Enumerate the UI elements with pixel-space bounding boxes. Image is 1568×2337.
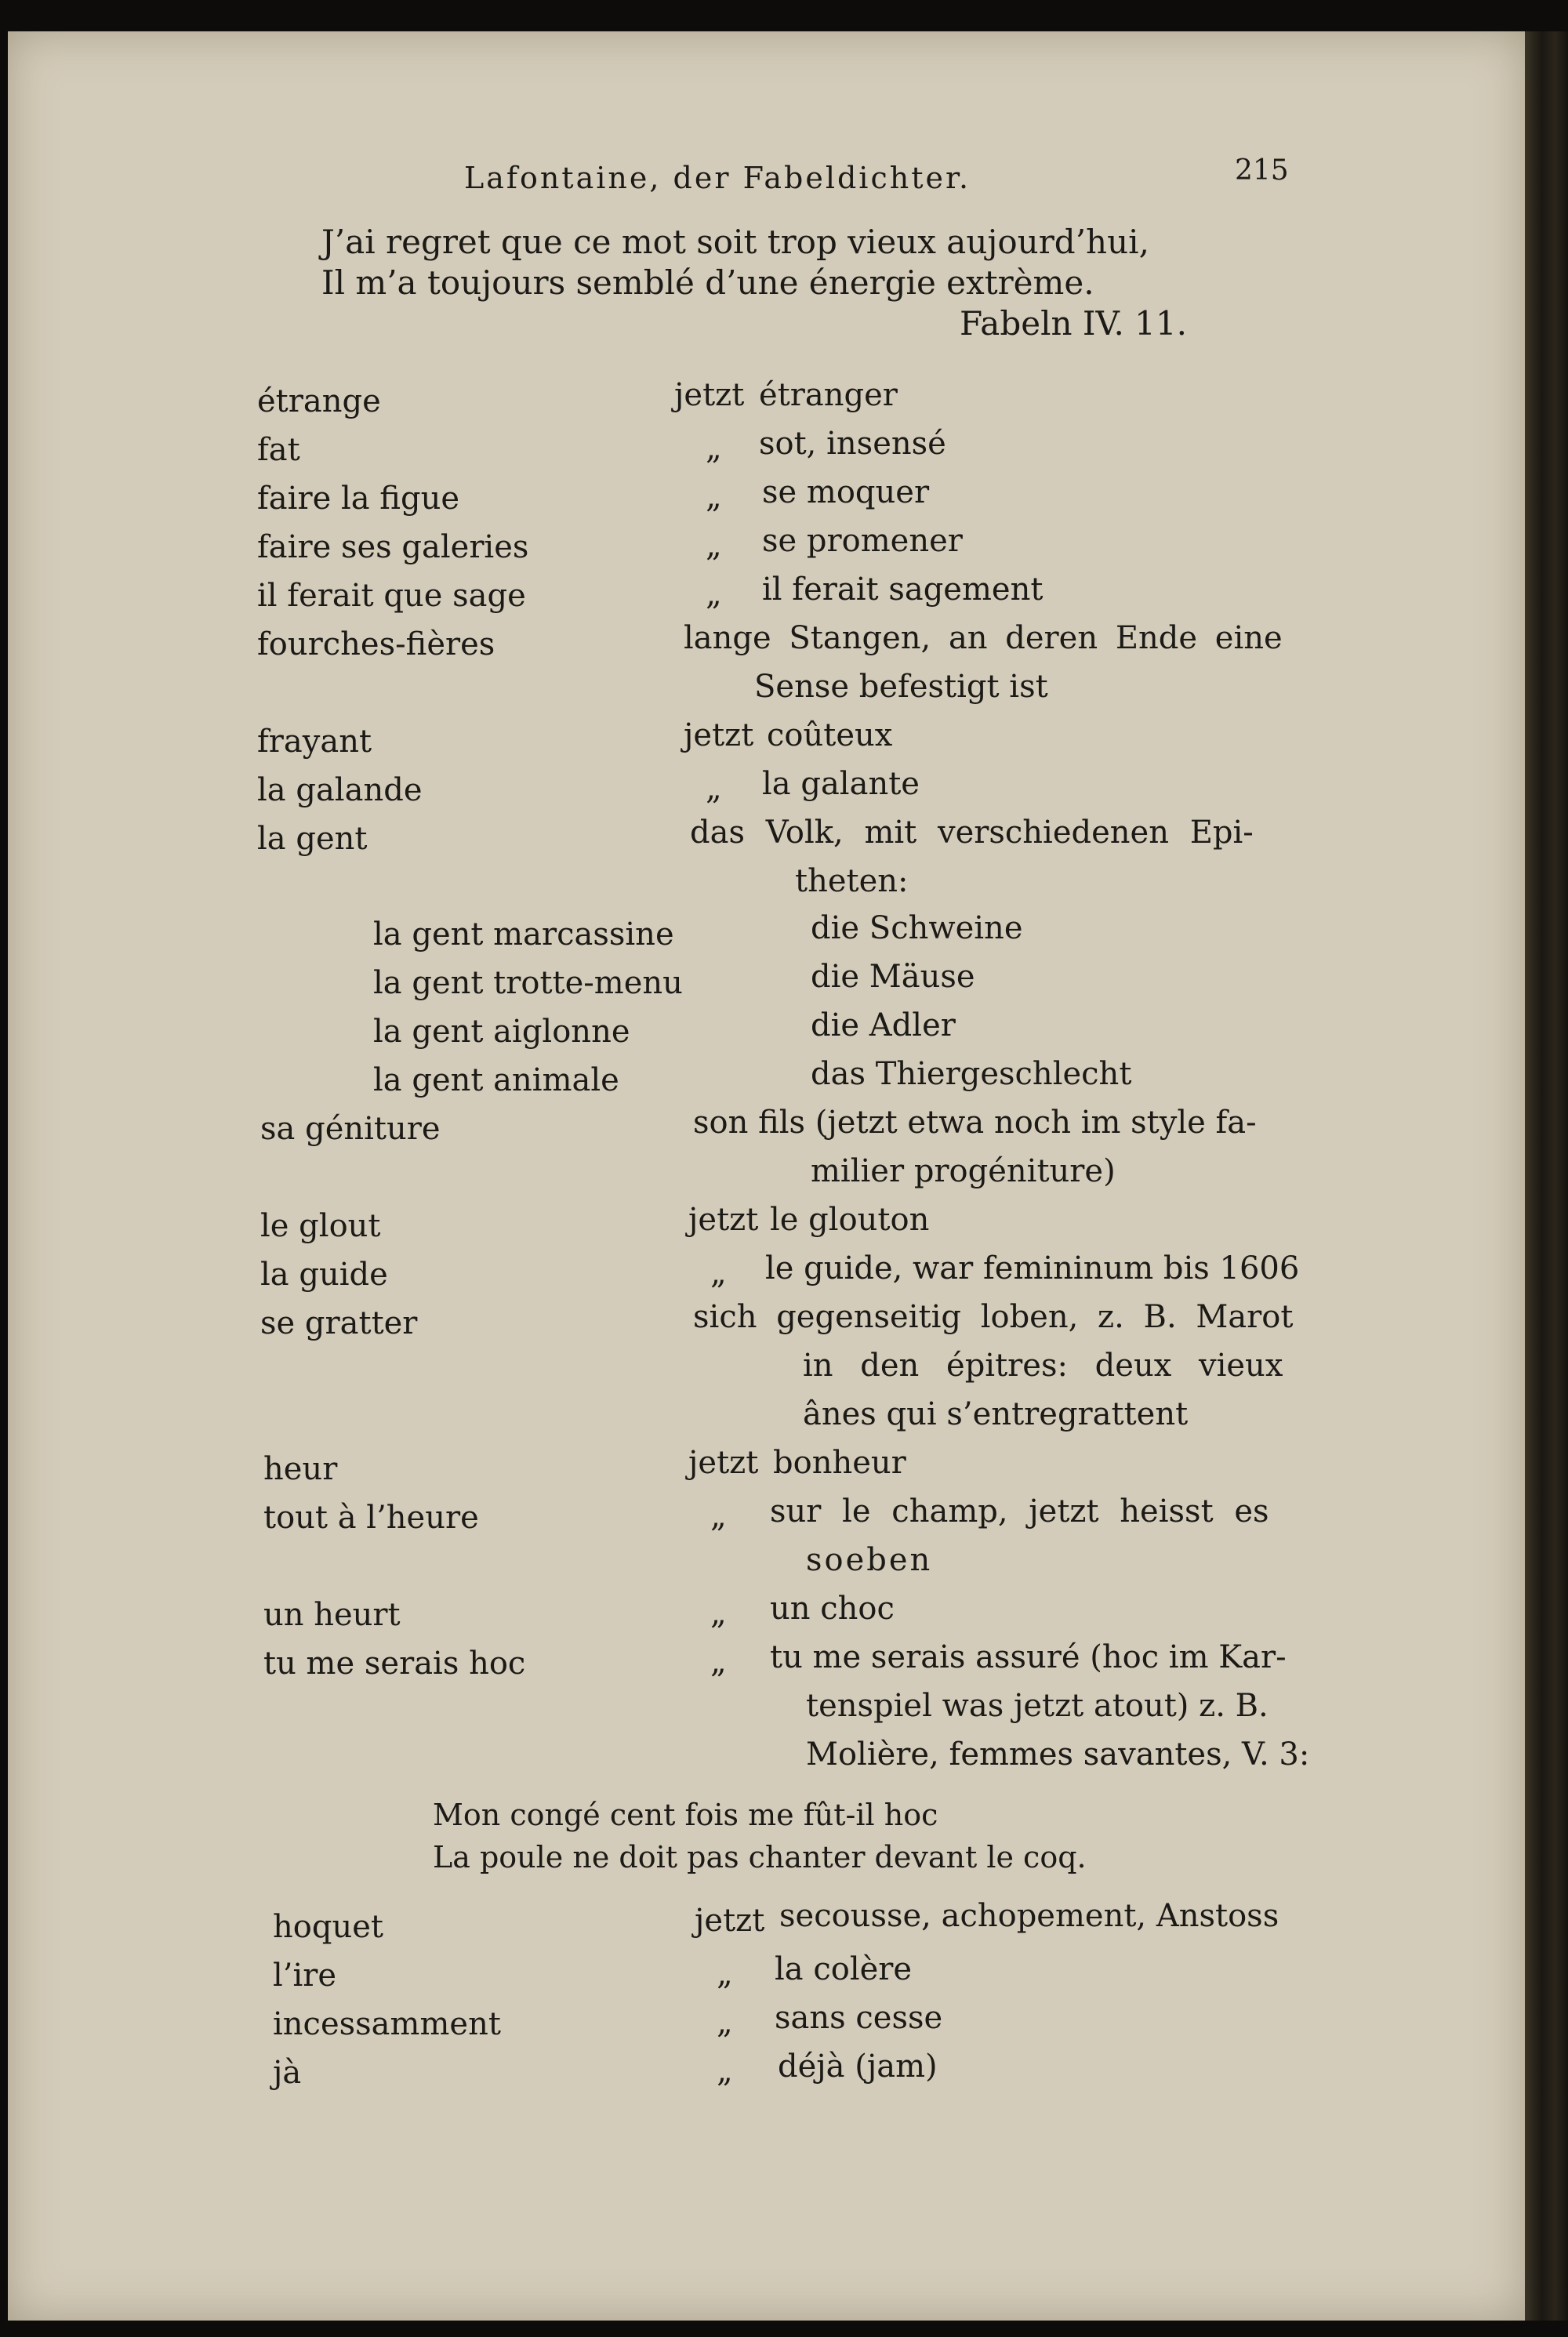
glossary-term: la galande <box>257 772 423 808</box>
glossary-gloss: lange Stangen, an deren Ende eine <box>684 620 1283 656</box>
glossary-gloss-cont: in den épitres: deux vieux <box>803 1348 1283 1384</box>
glossary-gloss-cont: Sense befestigt ist <box>754 669 1048 705</box>
glossary-prefix: jetzt <box>674 377 745 413</box>
quote-line: La poule ne doit pas chanter devant le coq. <box>433 1840 1087 1874</box>
glossary-term: fat <box>257 432 300 468</box>
glossary-term: hoquet <box>273 1909 383 1945</box>
glossary-prefix: „ <box>706 771 722 807</box>
glossary-gloss: se promener <box>762 523 963 559</box>
glossary-term: le glout <box>260 1208 381 1244</box>
glossary-term: faire ses galeries <box>257 529 529 565</box>
glossary-prefix: „ <box>706 479 722 515</box>
glossary-gloss: bonheur <box>773 1445 906 1481</box>
page-number: 215 <box>1235 154 1289 187</box>
glossary-term: heur <box>263 1451 338 1487</box>
glossary-gloss: se moquer <box>762 474 930 510</box>
glossary-term: la gent aiglonne <box>373 1014 630 1050</box>
glossary-gloss: un choc <box>770 1591 895 1627</box>
glossary-term: étrange <box>257 383 381 419</box>
glossary-gloss: étranger <box>759 377 898 413</box>
glossary-term: tu me serais hoc <box>263 1646 526 1682</box>
glossary-term: l’ire <box>273 1958 337 1994</box>
glossary-prefix: jetzt <box>688 1445 759 1481</box>
glossary-gloss: das Volk, mit verschiedenen Epi- <box>690 815 1254 851</box>
glossary-gloss: la colère <box>775 1951 913 1987</box>
glossary-term: faire la figue <box>257 481 460 517</box>
glossary-gloss: sur le champ, jetzt heisst es <box>770 1493 1269 1530</box>
glossary-prefix: „ <box>710 1498 727 1534</box>
glossary-term: frayant <box>257 724 372 760</box>
glossary-gloss: sot, insensé <box>759 426 946 462</box>
glossary-prefix: „ <box>717 2053 733 2089</box>
glossary-term: la gent <box>257 821 368 857</box>
quote-line: Mon congé cent fois me fût-il hoc <box>433 1798 938 1832</box>
glossary-term: la gent animale <box>373 1062 619 1098</box>
glossary-prefix: „ <box>710 1644 727 1680</box>
glossary-gloss: die Adler <box>811 1007 956 1043</box>
glossary-gloss: il ferait sagement <box>762 572 1044 608</box>
glossary-gloss: die Mäuse <box>811 959 975 995</box>
glossary-gloss: son fils (jetzt etwa noch im style fa- <box>693 1105 1257 1141</box>
book-page <box>8 31 1525 2321</box>
glossary-gloss: le guide, war femininum bis 1606 <box>765 1250 1300 1286</box>
book-spine-edge <box>1525 31 1568 2321</box>
glossary-term: la gent marcassine <box>373 916 674 953</box>
glossary-gloss-cont: Molière, femmes savantes, V. 3: <box>806 1736 1310 1773</box>
quote-line: J’ai regret que ce mot soit trop vieux aujourd’hui, <box>321 223 1149 261</box>
glossary-gloss-cont: milier progéniture) <box>811 1153 1116 1189</box>
glossary-gloss: sich gegenseitig loben, z. B. Marot <box>693 1299 1294 1335</box>
glossary-term: sa géniture <box>260 1111 441 1147</box>
glossary-prefix: jetzt <box>688 1202 759 1238</box>
glossary-gloss: die Schweine <box>811 910 1023 946</box>
glossary-gloss-cont: theten: <box>795 863 909 899</box>
glossary-gloss: das Thiergeschlecht <box>811 1056 1132 1092</box>
glossary-gloss-cont: soeben <box>806 1542 933 1578</box>
glossary-prefix: „ <box>717 2005 733 2041</box>
glossary-prefix: „ <box>706 576 722 612</box>
glossary-prefix: „ <box>706 528 722 564</box>
glossary-gloss: déjà (jam) <box>778 2049 938 2085</box>
glossary-term: la gent trotte-menu <box>373 965 683 1001</box>
quote-source: Fabeln IV. 11. <box>960 304 1187 343</box>
glossary-term: tout à l’heure <box>263 1500 479 1536</box>
glossary-gloss: tu me serais assuré (hoc im Kar- <box>770 1639 1287 1675</box>
glossary-prefix: „ <box>717 1956 733 1992</box>
glossary-gloss-cont: tenspiel was jetzt atout) z. B. <box>806 1688 1269 1724</box>
glossary-term: un heurt <box>263 1597 401 1633</box>
glossary-prefix: „ <box>710 1255 727 1291</box>
quote-line: Il m’a toujours semblé d’une énergie extrème. <box>321 263 1094 302</box>
glossary-term: jà <box>273 2055 302 2091</box>
glossary-gloss: sans cesse <box>775 2000 943 2036</box>
glossary-term: il ferait que sage <box>257 578 526 614</box>
running-title: Lafontaine, der Fabeldichter. <box>464 161 971 195</box>
glossary-term: se gratter <box>260 1305 418 1341</box>
glossary-gloss-cont: ânes qui s’entregrattent <box>803 1396 1189 1432</box>
glossary-gloss: secousse, achopement, Anstoss <box>779 1898 1279 1934</box>
glossary-term: la guide <box>260 1257 388 1293</box>
glossary-term: fourches-fières <box>257 626 495 662</box>
glossary-gloss: le glouton <box>770 1202 930 1238</box>
glossary-prefix: „ <box>706 430 722 466</box>
glossary-prefix: „ <box>710 1595 727 1631</box>
glossary-prefix: jetzt <box>684 717 754 753</box>
glossary-prefix: jetzt <box>695 1903 765 1939</box>
glossary-gloss: la galante <box>762 766 920 802</box>
glossary-gloss: coûteux <box>767 717 893 753</box>
glossary-term: incessamment <box>273 2006 501 2042</box>
